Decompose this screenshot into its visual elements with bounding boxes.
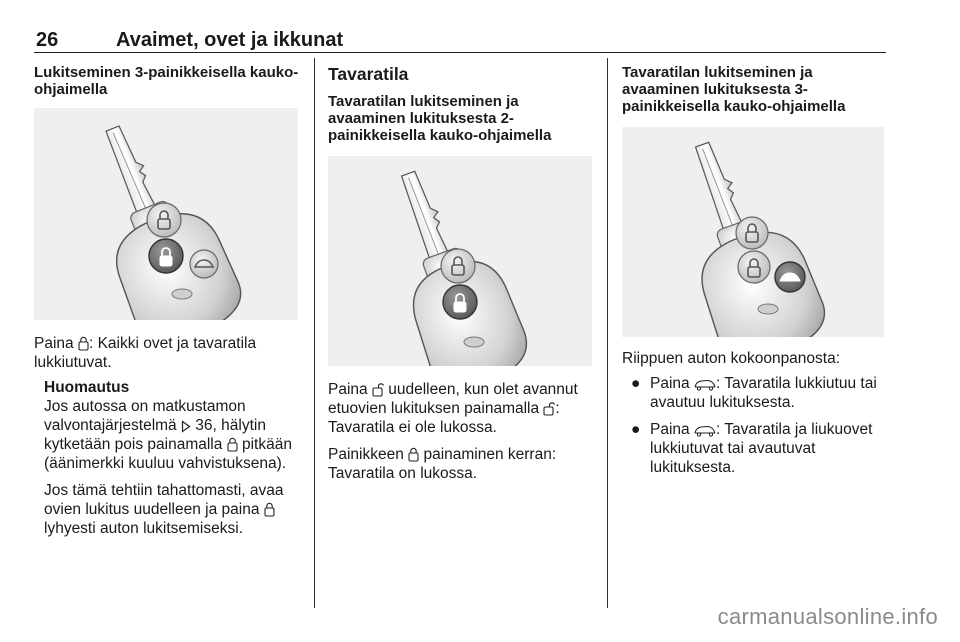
paragraph: Paina : Kaikki ovet ja tavaratila lukkiutuvat.	[34, 335, 257, 371]
bullet: ●	[631, 375, 641, 392]
reference-arrow-icon	[181, 420, 191, 433]
key-fob-3-button-figure	[34, 108, 298, 320]
column-3	[622, 64, 888, 485]
bullet-list	[622, 374, 888, 477]
lock-icon	[227, 437, 238, 452]
note-paragraph: Jos autossa on matkustamon valvontajärjestelmä 36, hälytin kytketään pois painamalla pitkään (äänimerkki kuuluu vahvistuksena).	[44, 398, 292, 472]
car-trunk-icon	[694, 378, 716, 391]
list-item: ● Paina : Tavaratila lukkiutuu tai avautuu lukituksesta.	[631, 375, 877, 411]
page-header	[34, 26, 886, 53]
bullet: ●	[631, 421, 641, 438]
note-box	[44, 378, 300, 538]
watermark: carmanualsonline.info	[717, 604, 938, 629]
column-divider	[314, 58, 315, 608]
section-heading: Lukitseminen 3-painikkeisella kauko-ohjaimella	[34, 64, 299, 98]
column-2	[328, 64, 594, 483]
paragraph: Riippuen auton kokoonpanosta:	[622, 350, 841, 367]
lock-icon	[264, 502, 275, 517]
list-item: ● Paina : Tavaratila ja liukuovet lukkiutuvat tai avautuvat lukituksesta.	[631, 421, 873, 476]
column-1	[34, 64, 300, 538]
note-paragraph: Jos tämä tehtiin tahattomasti, avaa ovien lukitus uudelleen ja paina lyhyesti auton lukitsemiseksi.	[44, 482, 284, 537]
page-number: 26	[36, 29, 59, 51]
unlock-icon	[372, 382, 384, 397]
section-title: Tavaratila	[328, 64, 409, 84]
section-heading: Tavaratilan lukitseminen ja avaaminen lukituksesta 3-painikkeisella kauko-ohjaimella	[622, 64, 846, 115]
paragraph: Painikkeen painaminen kerran: Tavaratila on lukossa.	[328, 446, 557, 482]
paragraph: Paina uudelleen, kun olet avannut etuovien lukituksen painamalla : Tavaratila ei ole lukossa.	[328, 381, 578, 436]
lock-icon	[78, 336, 89, 351]
section-heading: Tavaratilan lukitseminen ja avaaminen lukituksesta 2-painikkeisella kauko-ohjaimella	[328, 93, 552, 144]
lock-icon	[408, 447, 419, 462]
key-fob-2-button-figure	[328, 156, 592, 366]
unlock-icon	[543, 401, 555, 416]
key-fob-3-button-figure	[622, 127, 884, 337]
note-title: Huomautus	[44, 379, 130, 396]
chapter-title: Avaimet, ovet ja ikkunat	[116, 29, 344, 51]
column-divider	[607, 58, 608, 608]
car-trunk-icon	[694, 424, 716, 437]
